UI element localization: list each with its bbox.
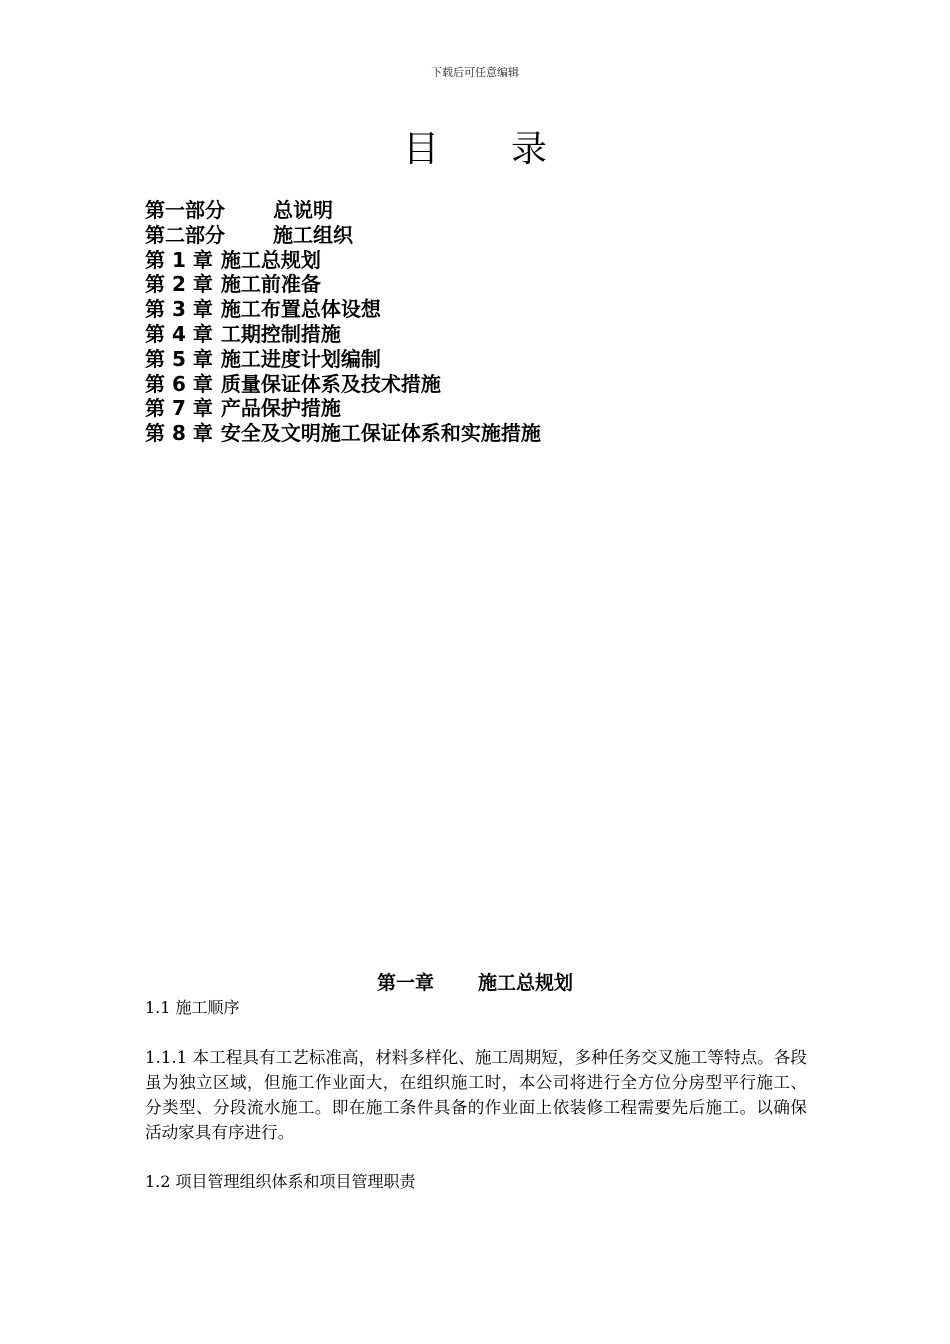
chapter-label: 第一章 (376, 972, 434, 994)
toc-chapter-label: 第 2 章 (145, 272, 213, 297)
toc-chapter-6[interactable] (145, 372, 541, 397)
toc-part-label: 第二部分 (145, 222, 225, 247)
toc-chapter-2[interactable] (145, 272, 541, 297)
header-note: 下载后可任意编辑 (431, 66, 519, 79)
toc-chapter-8[interactable] (145, 421, 541, 446)
toc-chapter-label: 第 8 章 (145, 421, 213, 446)
paragraph-1-1-1: 1.1.1 本工程具有工艺标准高，材料多样化、施工周期短，多种任务交叉施工等特点。各段虽为独立区域，但施工作业面大，在组织施工时，本公司将进行全方位分房型平行施工、分类型、分段流水施工。即在施工条件具备的作业面上依装修工程需要先后施工。以确保活动家具有序进行。 (145, 1048, 807, 1142)
toc-chapter-title: 施工布置总体设想 (220, 297, 381, 322)
toc-part-1[interactable] (145, 198, 541, 223)
toc-chapter-label: 第 7 章 (145, 396, 213, 421)
toc-chapter-1[interactable] (145, 248, 541, 273)
toc-part-title: 施工组织 (273, 222, 353, 247)
toc-chapter-label: 第 3 章 (145, 297, 213, 322)
toc-chapter-4[interactable] (145, 322, 541, 347)
toc-chapter-title: 产品保护措施 (220, 396, 341, 421)
toc-part-title: 总说明 (273, 198, 333, 222)
toc-chapter-7[interactable] (145, 396, 541, 421)
toc-chapter-title: 施工进度计划编制 (220, 346, 381, 371)
toc-part-2[interactable] (145, 223, 541, 248)
toc-title-left: 目 (402, 129, 439, 170)
toc-chapter-label: 第 6 章 (145, 371, 213, 396)
toc-chapter-title: 安全及文明施工保证体系和实施措施 (220, 421, 541, 446)
chapter-title: 施工总规划 (478, 972, 574, 994)
toc-chapter-label: 第 4 章 (145, 321, 213, 346)
toc-chapter-title: 施工总规划 (220, 247, 321, 272)
toc-chapter-title: 质量保证体系及技术措施 (220, 371, 441, 396)
toc-chapter-label: 第 5 章 (145, 346, 213, 371)
toc-chapter-label: 第 1 章 (145, 247, 213, 272)
toc-chapter-3[interactable] (145, 297, 541, 322)
toc-chapter-title: 工期控制措施 (220, 321, 341, 346)
toc-chapter-title: 施工前准备 (220, 272, 321, 297)
section-heading-1-2: 1.2 项目管理组织体系和项目管理职责 (145, 1172, 416, 1191)
toc-chapter-5[interactable] (145, 347, 541, 372)
chapter-heading (0, 970, 950, 996)
toc-title (0, 128, 950, 172)
table-of-contents (145, 198, 541, 446)
toc-part-label: 第一部分 (145, 198, 225, 222)
toc-title-right: 录 (511, 129, 548, 170)
section-heading-1-1: 1.1 施工顺序 (145, 998, 240, 1017)
